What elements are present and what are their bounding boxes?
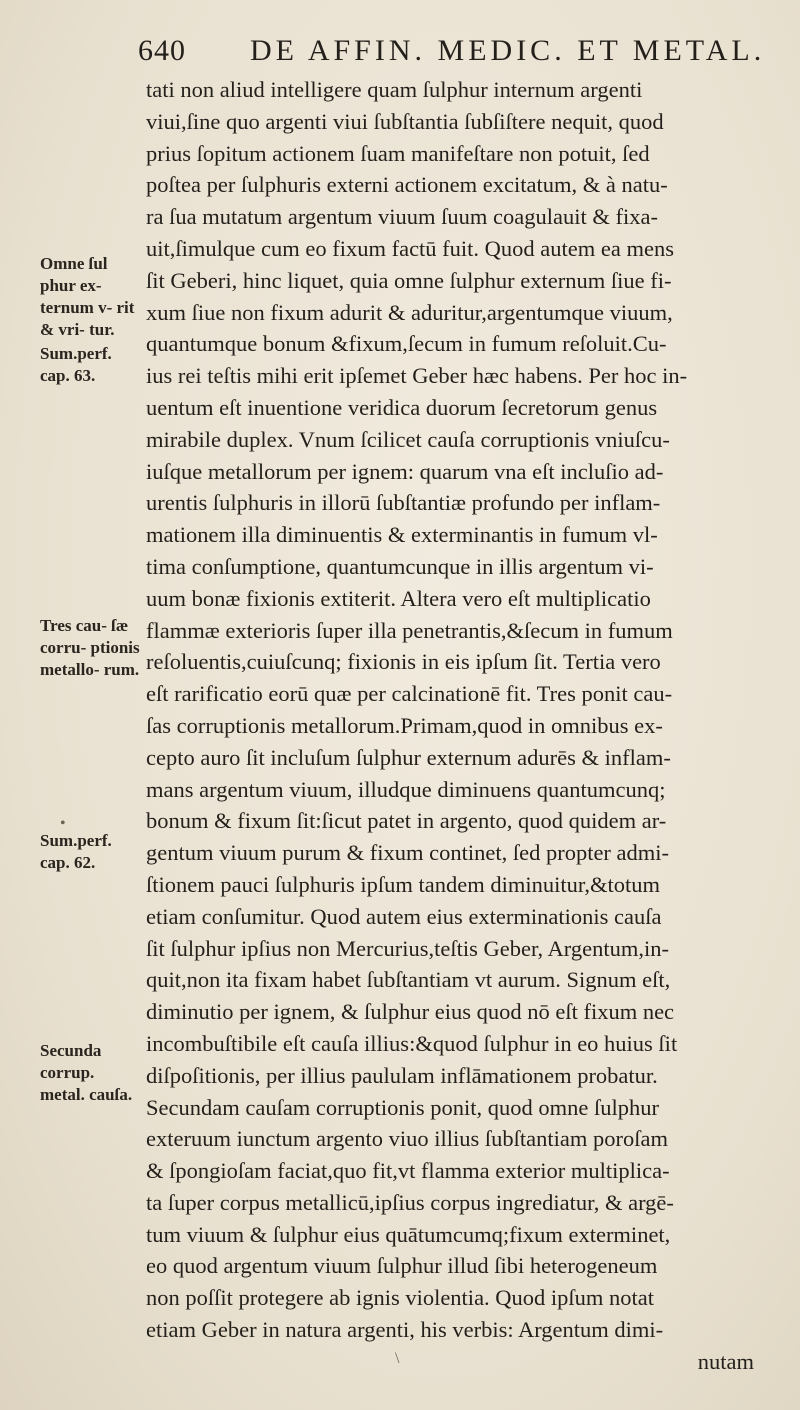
running-head: DE AFFIN. MEDIC. ET METAL. bbox=[250, 34, 766, 67]
text-line: diſpoſitionis, per illius paululam inflāmationem probatur. bbox=[146, 1062, 658, 1088]
margin-note: Tres cau- ſæ corru- ptionis metallo- rum. bbox=[40, 616, 140, 679]
text-line: etiam conſumitur. Quod autem eius exterminationis cauſa bbox=[146, 903, 662, 929]
text-line: ſas corruptionis metallorum.Primam,quod in omnibus ex- bbox=[146, 712, 663, 738]
text-line: & ſpongioſam faciat,quo fit,vt flamma exterior multiplica- bbox=[146, 1158, 670, 1184]
text-line: incombuſtibile eſt cauſa illius:&quod ſulphur in eo huius ſit bbox=[146, 1030, 678, 1056]
text-line: tima conſumptione, quantumcunque in illis argentum vi- bbox=[146, 553, 654, 579]
text-line: quantumque bonum &fixum,ſecum in fumum reſoluit.Cu- bbox=[146, 331, 667, 357]
text-line: eſt rarificatio eorū quæ per calcinationē fit. Tres ponit cau- bbox=[146, 681, 673, 707]
text-line: eo quod argentum viuum ſulphur illud ſibi heterogeneum bbox=[146, 1253, 658, 1279]
text-line: mationem illa diminuentis & exterminantis in fumum vl- bbox=[146, 522, 658, 548]
text-line: gentum viuum purum & fixum continet, ſed propter admi- bbox=[146, 840, 670, 866]
text-line: tati non aliud intelligere quam ſulphur internum argenti bbox=[146, 77, 643, 102]
text-line: iuſque metallorum per ignem: quarum vna eſt incluſio ad- bbox=[146, 458, 664, 484]
text-line: bonum & fixum ſit:ſicut patet in argento, quod quidem ar- bbox=[146, 808, 667, 834]
text-line: flammæ exterioris ſuper illa penetrantis,&ſecum in fumum bbox=[146, 617, 673, 643]
text-line: ius rei teſtis mihi erit ipſemet Geber hæc habens. Per hoc in- bbox=[146, 363, 688, 389]
text-line: non poſſit protegere ab ignis violentia. Quod ipſum notat bbox=[146, 1285, 655, 1311]
text-line: prius ſopitum actionem ſuam manifeſtare non potuit, ſed bbox=[146, 140, 650, 166]
text-line: uentum eſt inuentione veridica duorum ſecretorum genus bbox=[146, 394, 658, 420]
margin-note: Sum.perf. cap. 62. bbox=[40, 831, 112, 872]
text-line: ſit ſulphur ipſius non Mercurius,teſtis Geber, Argentum,in- bbox=[146, 935, 669, 961]
text-line: etiam Geber in natura argenti, his verbis: Argentum dimi- bbox=[146, 1317, 664, 1343]
text-line: uum bonæ fixionis extiterit. Altera vero eſt multiplicatio bbox=[146, 585, 651, 611]
page-number: 640 bbox=[138, 34, 186, 67]
text-line: Secundam cauſam corruptionis ponit, quod omne ſulphur bbox=[146, 1094, 660, 1120]
catchword: nutam bbox=[697, 1348, 754, 1374]
text-line: diminutio per ignem, & ſulphur eius quod nō eſt fixum nec bbox=[146, 999, 675, 1025]
margin-note: Sum.perf. cap. 63. bbox=[40, 344, 112, 385]
text-line: ſtionem pauci ſulphuris ipſum tandem diminuitur,&totum bbox=[146, 871, 661, 897]
ink-mark-icon: \ bbox=[395, 1350, 400, 1367]
margin-notes bbox=[0, 0, 140, 1410]
text-line: ſit Geberi, hinc liquet, quia omne ſulphur externum ſiue fi- bbox=[146, 267, 672, 293]
text-line: ta ſuper corpus metallicū,ipſius corpus ingrediatur, & argē- bbox=[146, 1189, 674, 1215]
text-line: reſoluentis,cuiuſcunq; fixionis in eis ipſum ſit. Tertia vero bbox=[146, 649, 661, 675]
body-text bbox=[146, 74, 774, 1378]
text-line: xum ſiue non fixum adurit & aduritur,argentumque viuum, bbox=[146, 299, 673, 325]
text-line: exteruum iunctum argento viuo illius ſubſtantiam poroſam bbox=[146, 1126, 668, 1152]
ink-speck-icon: • bbox=[60, 815, 66, 832]
text-line: mans argentum viuum, illudque diminuens quantumcunq; bbox=[146, 776, 666, 802]
text-line: poſtea per ſulphuris externi actionem excitatum, & à natu- bbox=[146, 172, 668, 198]
text-line: cepto auro ſit incluſum ſulphur externum adurēs & inflam- bbox=[146, 744, 671, 770]
text-line: quit,non ita fixam habet ſubſtantiam vt aurum. Signum eſt, bbox=[146, 967, 671, 993]
text-line: viui,ſine quo argenti viui ſubſtantia ſubſiſtere nequit, quod bbox=[146, 108, 664, 134]
text-line: mirabile duplex. Vnum ſcilicet cauſa corruptionis vniuſcu- bbox=[146, 426, 670, 452]
margin-note: Secunda corrup. metal. cauſa. bbox=[40, 1041, 133, 1104]
text-line: uit,ſimulque cum eo fixum factū fuit. Quod autem ea mens bbox=[146, 235, 674, 261]
text-line: tum viuum & ſulphur eius quātumcumq;fixum exterminet, bbox=[146, 1221, 671, 1247]
text-line: ra ſua mutatum argentum viuum ſuum coagulauit & fixa- bbox=[146, 204, 658, 230]
margin-note: Omne ſul phur ex- ternum v- rit & vri- tur. bbox=[40, 254, 135, 339]
text-line: urentis ſulphuris in illorū ſubſtantiæ profundo per inflam- bbox=[146, 490, 661, 516]
